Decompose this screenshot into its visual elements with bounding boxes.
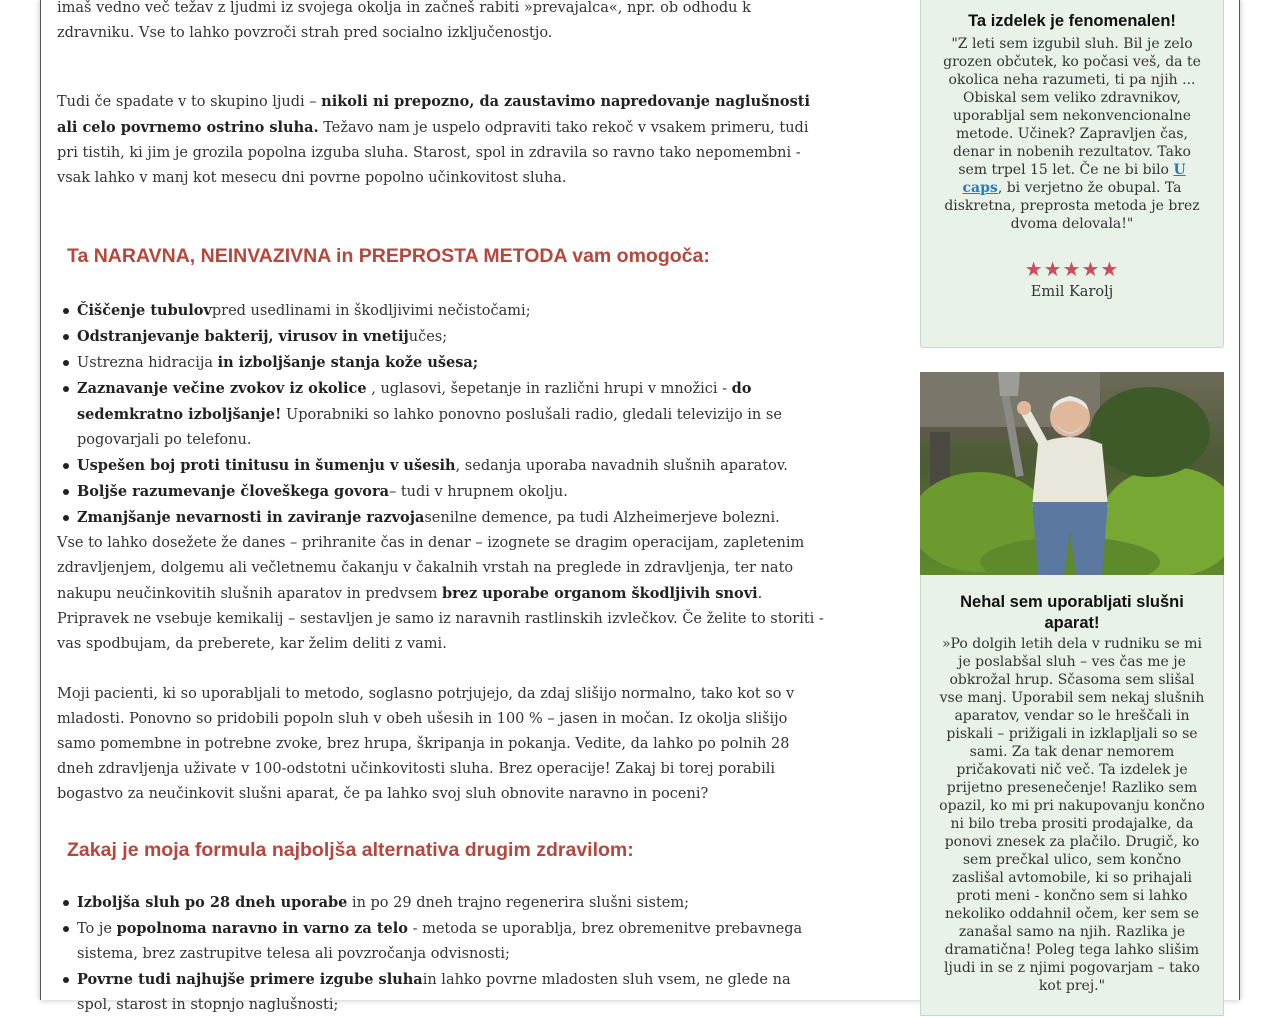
testimonial-text: »Po dolgih letih dela v rudniku se mi je poslabšal sluh – ves čas me je obkrožal hrup. Sčasoma sem slišal vse manj. Uporabil sem nekaj slušnih aparatov, vendar so le hreščali in piskali – prižigali in izklapljali so se sami. Za tak denar nemorem pričakovati nič več. Ta izdelek je prijetno presenečenje! Razliko sem opazil, ko mi pri nakupovanju končno ni bilo treba prositi prodajalke, da ponovi znesek za plačilo. Drugič, ko sem prečkal ulico, sem končno zaslišal avtomobile, ki so prihajali proti meni - končno sem si lahko nekoliko oddahnil očem, ker sem se zanašal samo na njih. Razlika je dramatična! Poleg tega lahko slišim ljudi in se z njimi pogovarjam – tako kot prej." — [939, 636, 1205, 994]
list-item — [77, 298, 829, 324]
rating-stars-icon: ★★★★★ — [1024, 257, 1120, 281]
list-item-bold: Izboljša sluh po 28 dneh uporabe — [77, 894, 348, 911]
list-item-bold: Zmanjšanje nevarnosti in zaviranje razvoja — [77, 509, 425, 526]
list-item — [77, 890, 829, 916]
list-item-text: - metoda se uporablja, brez obremenitve prebavnega sistema, brez zastrupitve telesa ali povzročanja odvisnosti; — [77, 921, 803, 962]
testimonial-text-part: , bi verjetno že obupal. Ta diskretna, preprosta metoda je brez dvoma delovala!" — [944, 180, 1200, 232]
testimonial-author: Emil Karolj — [1030, 284, 1114, 300]
list-item-text: učes; — [408, 329, 448, 345]
benefits-list — [57, 298, 829, 531]
product-link[interactable]: U caps — [962, 162, 1186, 196]
advantages-list — [57, 890, 829, 1018]
testimonial-photo — [920, 372, 1224, 575]
testimonial-text — [941, 35, 1203, 233]
list-item-bold: Boljše razumevanje človeškega govora — [77, 483, 389, 500]
list-item — [77, 453, 829, 479]
paragraph-intro: imaš vedno več težav z ljudmi iz svojega okolja in začneš rabiti »prevajalca«, npr. ob odhodu k zdravniku. Vse to lahko povzroči strah pred socialno izključenostjo. — [57, 0, 751, 41]
testimonial-title: Ta izdelek je fenomenalen! — [968, 12, 1176, 30]
list-item-text: , sedanja uporaba navadnih slušnih aparatov. — [455, 458, 788, 474]
paragraph-text: Težavo nam je uspelo odpraviti tako rekoč v vsakem primeru, tudi pri tistih, ki jim je grozila popolna izguba sluha. Starost, spol in zdravila so ravno tako nepomembni - vsak lahko v manj kot mesecu dni povrne popolno učinkovitost sluha. — [57, 120, 809, 186]
list-item — [77, 479, 829, 505]
list-item — [77, 505, 829, 531]
list-item-bold: Odstranjevanje bakterij, virusov in vnetij — [77, 328, 409, 345]
list-item-bold: Čiščenje tubulov — [77, 302, 212, 319]
paragraph-bold: nikoli ni prepozno, da zaustavimo napredovanje naglušnosti ali celo povrnemo ostrino sluha. — [57, 93, 810, 136]
list-item-text: in lahko povrne mladosten sluh vsem, ne glede na spol, starost in stopnjo naglušnosti; — [77, 972, 791, 1013]
testimonial-text-part: "Z leti sem izgubil sluh. Bil je zelo grozen občutek, ko počasi veš, da te okolica neha razumeti, ti pa njih ... Obiskal sem veliko zdravnikov, uporabljal sem nekonvencionalne metode. Učinek? Zapravljen čas, denar in nobenih rezultatov. Tako sem trpel 15 let. Če ne bi bilo — [943, 36, 1201, 178]
list-item — [77, 916, 829, 967]
paragraph-bold: brez uporabe organom škodljivih snovi — [441, 585, 758, 602]
list-item — [77, 376, 829, 453]
list-item-bold: in izboljšanje stanja kože ušesa; — [217, 354, 479, 371]
list-item-text: To je — [77, 921, 117, 937]
list-item-text: in po 29 dneh trajno regenerira slušni sistem; — [347, 895, 689, 911]
list-item-bold: Uspešen boj proti tinitusu in šumenju v ušesih — [77, 457, 456, 474]
paragraph-text: Tudi če spadate v to skupino ljudi – — [57, 94, 322, 110]
paragraph-savings — [57, 531, 829, 657]
list-item-bold: popolnoma naravno in varno za telo — [116, 920, 408, 937]
paragraph-patients: Moji pacienti, ki so uporabljali to metodo, soglasno potrjujejo, da zdaj slišijo normalno, tako kot so v mladosti. Ponovno so pridobili popoln sluh v obeh ušesih in 100 % – jasen in močan. Iz okolja slišijo samo pomembne in potrebne zvoke, brez hrupa, škripanja in pokanja. Vedite, da lahko po polnih 28 dneh zdravljenja uživate v 100-odstotni učinkovitosti sluha. Brez operacije! Zakaj bi torej porabili bogastvo za neučinkovit slušni aparat, če pa lahko svoj sluh obnovite naravno in poceni? — [57, 686, 795, 802]
testimonial-card-hearing-aid — [920, 575, 1224, 1016]
section-heading-method: Ta NARAVNA, NEINVAZIVNA in PREPROSTA METODA vam omogoča: — [67, 245, 710, 267]
page-container — [40, 0, 1240, 1013]
list-item-bold: Povrne tudi najhujše primere izgube sluha — [77, 971, 423, 988]
section-heading-formula: Zakaj je moja formula najboljša alternativa drugim zdravilom: — [67, 839, 634, 861]
list-item-text: pred usedlinami in škodljivimi nečistočami; — [211, 303, 531, 319]
list-item-text: , uglasovi, šepetanje in različni hrupi v množici - — [366, 381, 732, 397]
list-item — [77, 350, 829, 376]
paragraph-text: . Pripravek ne vsebuje kemikalij – sestavljen je samo iz naravnih rastlinskih izvlečkov. Če želite to storiti - vas spodbujam, da preberete, kar želim deliti z vami. — [57, 586, 824, 652]
paragraph-hope — [57, 89, 829, 191]
list-item-text: senilne demence, pa tudi Alzheimerjeve bolezni. — [424, 510, 780, 526]
list-item — [77, 324, 829, 350]
man-with-shovel-image — [920, 372, 1224, 575]
list-item-bold: Zaznavanje večine zvokov iz okolice — [77, 380, 367, 397]
list-item-text: Ustrezna hidracija — [77, 355, 218, 371]
list-item-text: Uporabniki so lahko ponovno poslušali radio, gledali televizijo in se pogovarjali po telefonu. — [77, 407, 782, 448]
list-item — [77, 967, 829, 1018]
list-item-text: – tudi v hrupnem okolju. — [389, 484, 568, 500]
testimonial-card-emil — [920, 0, 1224, 348]
testimonial-title: Nehal sem uporabljati slušni aparat! — [960, 593, 1184, 632]
paragraph-text: Vse to lahko dosežete že danes – prihranite čas in denar – izognete se dragim operacijam, zapletenim zdravljenjem, dolgemu ali večletnemu čakanju v čakalnih vrstah na preglede in zdravljenja, ter nato nakupu neučinkovitih slušnih aparatov in predvsem — [57, 535, 805, 602]
list-item-bold: do sedemkratno izboljšanje! — [77, 380, 752, 423]
